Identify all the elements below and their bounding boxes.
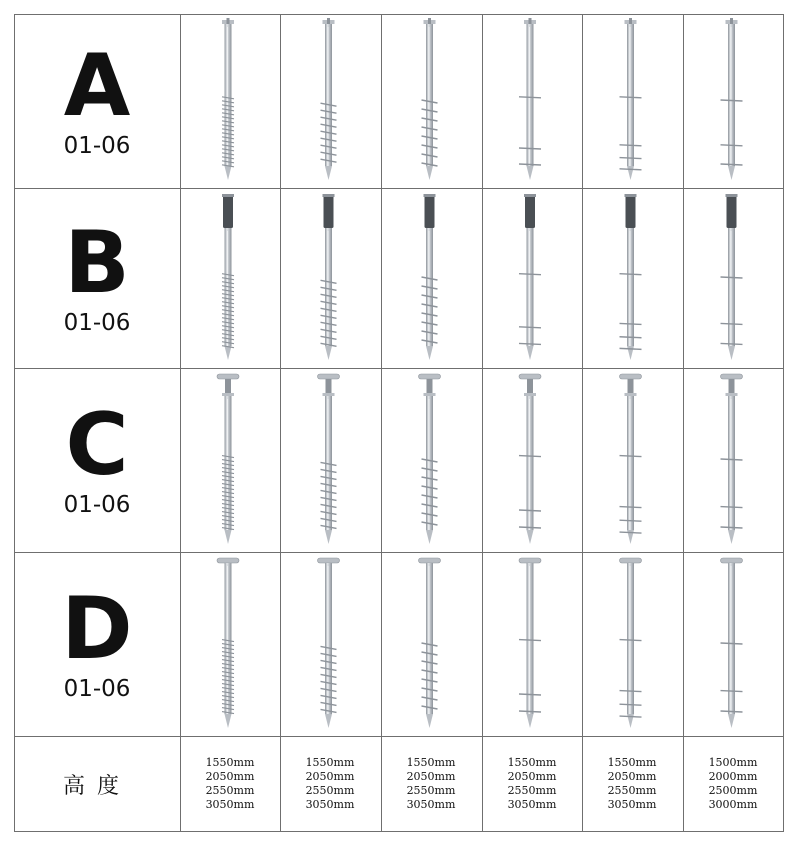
ground-screw-pile-icon bbox=[318, 374, 340, 544]
spec-length: 2050mm bbox=[305, 770, 355, 783]
model-range-b: 01-06 bbox=[63, 310, 131, 336]
model-letter-c: C bbox=[65, 395, 129, 495]
spec-length: 1550mm bbox=[507, 756, 557, 769]
model-letter-b: B bbox=[64, 213, 130, 313]
model-range-c: 01-06 bbox=[63, 492, 131, 518]
spec-length: 1550mm bbox=[305, 756, 355, 769]
ground-screw-pile-icon bbox=[620, 558, 642, 728]
spec-length: 3000mm bbox=[708, 798, 758, 811]
ground-screw-pile-icon bbox=[620, 18, 642, 180]
ground-screw-pile-icon bbox=[519, 18, 541, 180]
ground-screw-pile-icon bbox=[519, 194, 541, 360]
ground-screw-pile-icon bbox=[419, 558, 441, 728]
spec-length: 1550mm bbox=[406, 756, 456, 769]
spec-length: 2550mm bbox=[406, 784, 456, 797]
spec-length: 2000mm bbox=[708, 770, 758, 783]
model-letter-a: A bbox=[63, 36, 131, 136]
ground-screw-pile-icon bbox=[222, 194, 234, 360]
model-letter-d: D bbox=[61, 579, 133, 679]
ground-screw-pile-icon bbox=[321, 18, 337, 180]
spec-length: 1500mm bbox=[708, 756, 758, 769]
spec-length: 2550mm bbox=[607, 784, 657, 797]
model-range-a: 01-06 bbox=[63, 133, 131, 159]
spec-length: 2550mm bbox=[205, 784, 255, 797]
spec-length: 3050mm bbox=[406, 798, 456, 811]
spec-cell-4 bbox=[482, 736, 582, 832]
ground-screw-pile-icon bbox=[721, 374, 743, 544]
spec-length: 2550mm bbox=[305, 784, 355, 797]
ground-screw-pile-icon bbox=[318, 558, 340, 728]
height-label: 高度 bbox=[62, 773, 131, 799]
ground-screw-pile-icon bbox=[321, 194, 337, 360]
ground-screw-pile-icon bbox=[422, 194, 438, 360]
spec-cell-3 bbox=[381, 736, 481, 832]
row-label-d bbox=[14, 552, 180, 736]
spec-length: 3050mm bbox=[305, 798, 355, 811]
ground-screw-pile-icon bbox=[217, 374, 239, 544]
spec-cell-2 bbox=[280, 736, 380, 832]
ground-screw-pile-icon bbox=[222, 18, 234, 180]
row-label-b bbox=[14, 188, 180, 368]
row-label-a bbox=[14, 14, 180, 188]
ground-screw-pile-icon bbox=[422, 18, 438, 180]
spec-length: 2050mm bbox=[406, 770, 456, 783]
ground-screw-pile-icon bbox=[519, 558, 541, 728]
spec-length: 1550mm bbox=[607, 756, 657, 769]
spec-length: 2500mm bbox=[708, 784, 758, 797]
ground-screw-pile-icon bbox=[620, 194, 642, 360]
ground-screw-pile-icon bbox=[721, 194, 743, 360]
spec-cell-5 bbox=[582, 736, 682, 832]
spec-length: 3050mm bbox=[205, 798, 255, 811]
ground-screw-pile-icon bbox=[217, 558, 239, 728]
ground-screw-pile-icon bbox=[721, 18, 743, 180]
ground-screw-pile-icon bbox=[620, 374, 642, 544]
spec-length: 3050mm bbox=[607, 798, 657, 811]
spec-cell-6 bbox=[683, 736, 783, 832]
ground-screw-pile-icon bbox=[721, 558, 743, 728]
spec-length: 1550mm bbox=[205, 756, 255, 769]
ground-screw-pile-icon bbox=[419, 374, 441, 544]
spec-length: 2050mm bbox=[205, 770, 255, 783]
product-spec-sheet bbox=[14, 14, 784, 832]
spec-cell-1 bbox=[180, 736, 280, 832]
spec-length: 2050mm bbox=[607, 770, 657, 783]
row-label-c bbox=[14, 368, 180, 552]
spec-length: 3050mm bbox=[507, 798, 557, 811]
spec-length: 2050mm bbox=[507, 770, 557, 783]
spec-length: 2550mm bbox=[507, 784, 557, 797]
ground-screw-pile-icon bbox=[519, 374, 541, 544]
model-range-d: 01-06 bbox=[63, 676, 131, 702]
